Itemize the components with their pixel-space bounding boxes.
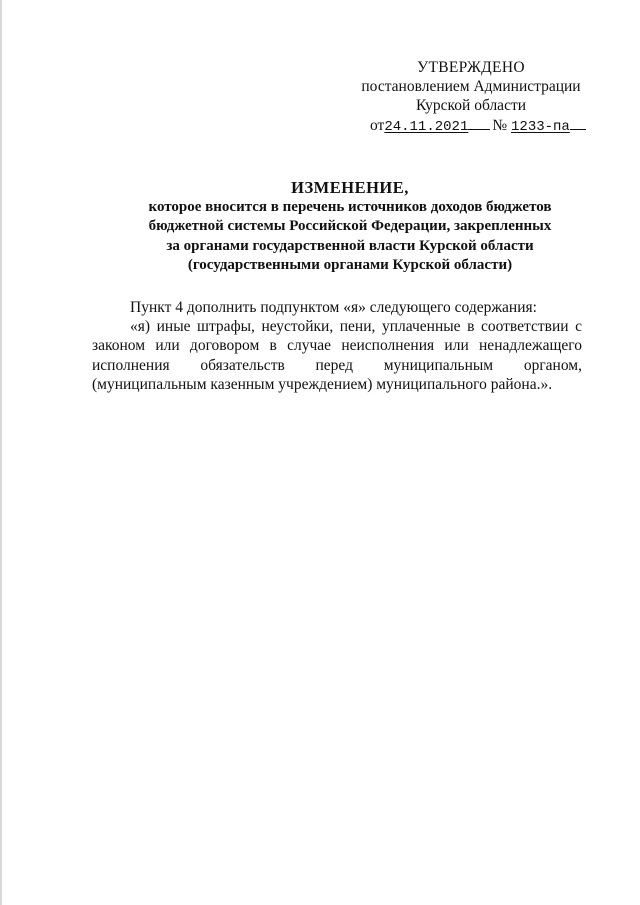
approval-date: 24.11.2021 xyxy=(384,119,469,135)
heading-subtitle-line: (государственными органами Курской области) xyxy=(187,257,513,273)
document-heading xyxy=(60,178,640,276)
approval-line-2: Курской области xyxy=(415,97,527,114)
body-paragraph-1: Пункт 4 дополнить подпунктом «я» следующего содержания: xyxy=(130,299,537,316)
scan-edge xyxy=(0,0,2,905)
approval-date-line xyxy=(360,115,582,137)
heading-subtitle-line: которое вносится в перечень источников доходов бюджетов xyxy=(148,198,552,215)
number-prefix: № xyxy=(492,117,508,134)
date-underline-gap xyxy=(468,115,490,130)
approval-line-1: постановлением Администрации xyxy=(361,78,581,95)
approval-number: 1233-па xyxy=(511,119,570,135)
body-paragraph-2: «я) иные штрафы, неустойки, пени, уплаченные в соответствии с законом или договором в случае неисполнения или ненадлежащего исполнения обязательств перед муниципальным органом, (муниципальным казенным учреждением) муниципального района.». xyxy=(92,318,582,393)
approval-block xyxy=(360,58,582,137)
heading-title: ИЗМЕНЕНИЕ, xyxy=(291,178,409,197)
date-prefix: от xyxy=(370,117,385,134)
number-underline-gap xyxy=(570,115,586,130)
document-body xyxy=(92,298,582,394)
heading-subtitle-line: за органами государственной власти Курской области xyxy=(166,237,534,254)
approved-label: УТВЕРЖДЕНО xyxy=(417,59,525,76)
heading-subtitle-line: бюджетной системы Российской Федерации, закрепленных xyxy=(148,218,552,234)
